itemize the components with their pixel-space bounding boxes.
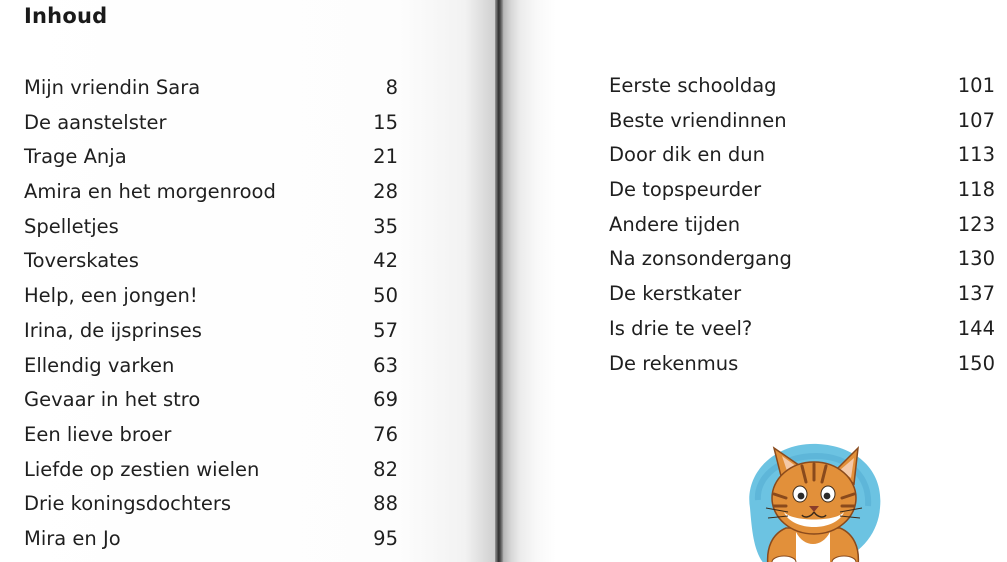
toc-entry[interactable]	[609, 277, 995, 312]
toc-entry[interactable]	[24, 383, 398, 418]
toc-entry[interactable]	[609, 138, 995, 173]
toc-entry-page: 82	[373, 457, 398, 481]
toc-entry-title: Beste vriendinnen	[609, 108, 787, 132]
toc-entry[interactable]	[609, 173, 995, 208]
toc-entry-title: Andere tijden	[609, 212, 741, 236]
toc-entry[interactable]	[24, 418, 398, 453]
toc-entry[interactable]	[24, 349, 398, 384]
toc-entry[interactable]	[609, 347, 995, 382]
toc-entry[interactable]	[24, 106, 398, 141]
toc-entry[interactable]	[24, 279, 398, 314]
toc-entry[interactable]	[609, 312, 995, 347]
toc-entry-title: Irina, de ijsprinses	[24, 318, 202, 342]
left-page	[0, 0, 500, 562]
toc-entry[interactable]	[609, 242, 995, 277]
toc-entry[interactable]	[24, 314, 398, 349]
toc-entry-title: Na zonsondergang	[609, 247, 792, 271]
toc-entry[interactable]	[609, 104, 995, 139]
toc-entry-title: De kerstkater	[609, 282, 742, 306]
toc-entry-page: 95	[373, 526, 398, 550]
toc-entry-title: Is drie te veel?	[609, 316, 753, 340]
book-spine-gutter	[495, 0, 503, 562]
toc-entry-title: Drie koningsdochters	[24, 492, 232, 516]
toc-entry-page: 42	[373, 249, 398, 273]
toc-entry-page: 107	[957, 108, 995, 132]
toc-entry-page: 50	[373, 284, 398, 308]
toc-entry-page: 137	[957, 282, 995, 306]
toc-entry-title: De aanstelster	[24, 110, 167, 134]
toc-list-right	[609, 69, 995, 381]
toc-entry[interactable]	[24, 487, 398, 522]
contents-heading: Inhoud	[24, 4, 108, 28]
toc-entry-page: 15	[373, 110, 398, 134]
toc-entry-page: 21	[373, 145, 398, 169]
toc-entry-page: 57	[373, 318, 398, 342]
toc-entry-page: 113	[957, 143, 995, 167]
toc-entry[interactable]	[609, 69, 995, 104]
toc-entry-page: 8	[385, 76, 398, 99]
toc-entry-title: Liefde op zestien wielen	[24, 457, 260, 481]
toc-entry-page: 123	[957, 212, 995, 236]
cat-illustration-icon	[738, 436, 888, 562]
toc-entry-title: Een lieve broer	[24, 422, 172, 446]
toc-entry[interactable]	[24, 244, 398, 279]
toc-entry[interactable]	[609, 208, 995, 243]
toc-entry-page: 150	[957, 351, 995, 375]
right-page	[500, 0, 1007, 562]
toc-entry-title: Ellendig varken	[24, 353, 175, 377]
toc-entry-page: 144	[957, 316, 995, 340]
toc-entry-page: 69	[373, 388, 398, 412]
toc-entry-title: Door dik en dun	[609, 143, 766, 167]
toc-entry-page: 35	[373, 214, 398, 238]
toc-entry[interactable]	[24, 71, 398, 106]
toc-entry[interactable]	[24, 140, 398, 175]
toc-entry-title: Help, een jongen!	[24, 284, 198, 308]
toc-entry-page: 28	[373, 180, 398, 204]
toc-entry[interactable]	[24, 522, 398, 557]
toc-entry[interactable]	[24, 175, 398, 210]
toc-entry-page: 88	[373, 492, 398, 516]
toc-entry-title: Eerste schooldag	[609, 74, 777, 97]
toc-entry-title: Gevaar in het stro	[24, 388, 201, 412]
toc-entry-page: 76	[373, 422, 398, 446]
toc-entry-title: Mijn vriendin Sara	[24, 76, 201, 99]
toc-list-left	[24, 71, 398, 557]
toc-entry-title: Spelletjes	[24, 214, 119, 238]
toc-entry-title: Amira en het morgenrood	[24, 180, 276, 204]
toc-entry-page: 130	[957, 247, 995, 271]
toc-entry-title: De rekenmus	[609, 351, 739, 375]
toc-entry-title: Toverskates	[24, 249, 139, 273]
toc-entry-title: De topspeurder	[609, 178, 762, 202]
toc-entry-page: 118	[957, 178, 995, 202]
toc-entry-title: Mira en Jo	[24, 526, 121, 550]
toc-entry[interactable]	[24, 453, 398, 488]
toc-entry-page: 63	[373, 353, 398, 377]
toc-entry-page: 101	[957, 74, 995, 97]
toc-entry[interactable]	[24, 210, 398, 245]
toc-entry-title: Trage Anja	[24, 145, 127, 169]
